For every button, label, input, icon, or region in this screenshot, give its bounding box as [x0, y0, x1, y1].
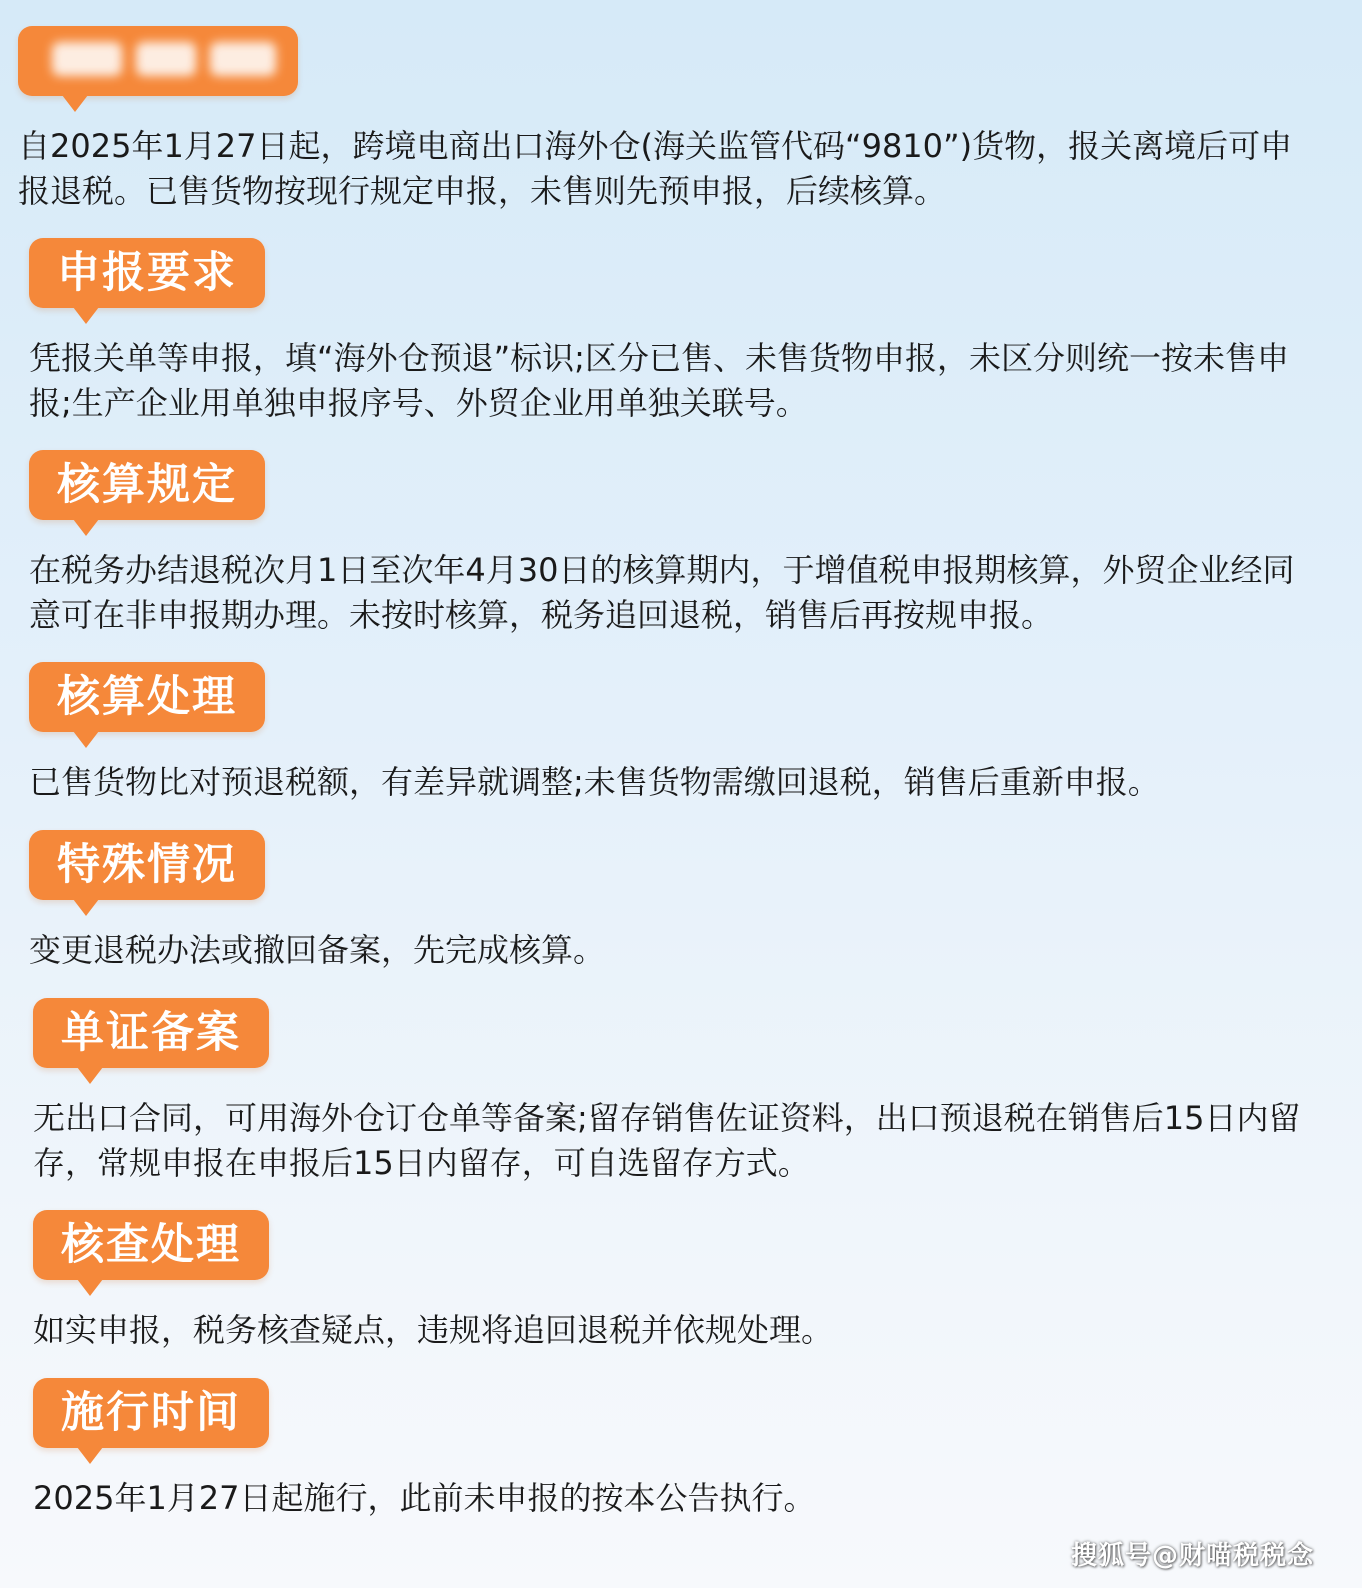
- section-tag-declaration-requirements: [29, 238, 265, 308]
- section-title: 申报要求: [57, 248, 237, 298]
- section-text: 无出口合同，可用海外仓订仓单等备案;留存销售佐证资料，出口预退税在销售后15日内留存，常规申报在申报后15日内留存，可自选留存方式。: [33, 1099, 1301, 1182]
- section-tag-special-cases: [29, 830, 265, 900]
- section-text: 如实申报，税务核查疑点，违规将追回退税并依规处理。: [33, 1311, 834, 1349]
- watermark: 搜狐号@财喵税税念: [1070, 1541, 1314, 1571]
- section-title: 特殊情况: [57, 840, 237, 890]
- section-title: 核算处理: [57, 672, 237, 722]
- section-tag-effective-date: [33, 1378, 269, 1448]
- section-tag-accounting-rules: [29, 450, 265, 520]
- redacted-title-blur: [210, 42, 276, 76]
- redacted-title-blur: [52, 42, 122, 76]
- section-text: 已售货物比对预退税额，有差异就调整;未售货物需缴回退税，销售后重新申报。: [29, 763, 1160, 801]
- section-text: 2025年1月27日起施行，此前未申报的按本公告执行。: [33, 1479, 816, 1517]
- intro-paragraph: 自2025年1月27日起，跨境电商出口海外仓(海关监管代码“9810”)货物，报关离境后可申报退税。已售货物按现行规定申报，未售则先预申报，后续核算。: [18, 127, 1293, 210]
- section-title: 单证备案: [61, 1008, 241, 1058]
- section-text: 变更退税办法或撤回备案，先完成核算。: [29, 931, 606, 969]
- section-title: 施行时间: [61, 1388, 241, 1438]
- section-text: 在税务办结退税次月1日至次年4月30日的核算期内，于增值税申报期核算，外贸企业经同意可在非申报期办理。未按时核算，税务追回退税，销售后再按规申报。: [29, 551, 1295, 634]
- header-tag: [18, 26, 298, 96]
- section-tag-inspection-handling: [33, 1210, 269, 1280]
- section-title: 核查处理: [61, 1220, 241, 1270]
- section-title: 核算规定: [57, 460, 237, 510]
- section-tag-accounting-handling: [29, 662, 265, 732]
- section-text: 凭报关单等申报，填“海外仓预退”标识;区分已售、未售货物申报，未区分则统一按未售申报;生产企业用单独申报序号、外贸企业用单独关联号。: [29, 339, 1289, 422]
- section-tag-document-filing: [33, 998, 269, 1068]
- redacted-title-blur: [136, 42, 196, 76]
